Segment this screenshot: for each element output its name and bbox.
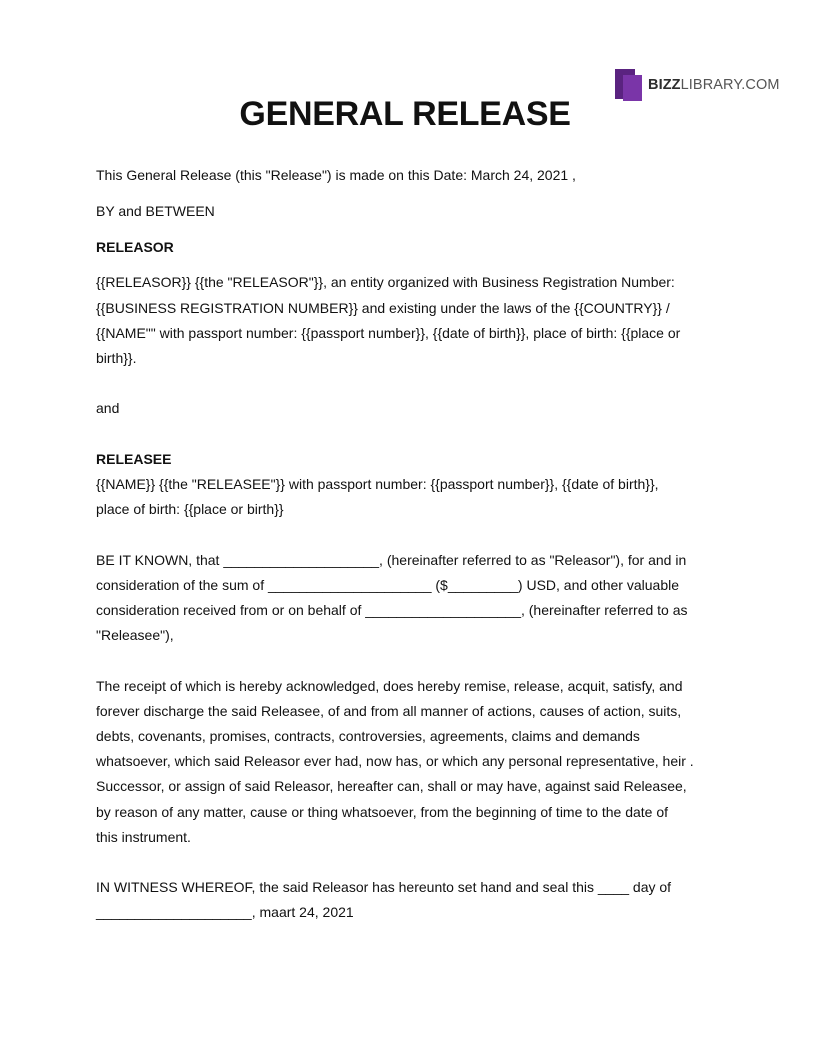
releasor-line: birth}}. [96, 350, 137, 366]
known-line: BE IT KNOWN, that ____________________, (hereinafter referred to as "Releasor"), for and in [96, 551, 687, 568]
logo-name-light: LIBRARY.COM [680, 77, 780, 93]
witness-paragraph [96, 875, 728, 925]
releasee-line: place of birth: {{place or birth}} [96, 501, 284, 518]
and-line: and [96, 400, 120, 417]
releasor-heading: RELEASOR [96, 238, 174, 255]
receipt-line: debts, covenants, promises, contracts, controversies, agreements, claims and demands [96, 727, 640, 744]
logo-name-bold: BIZZ [648, 77, 681, 93]
be-it-known-paragraph [96, 548, 728, 649]
releasor-line: {{NAME"" with passport number: {{passport number}}, {{date of birth}}, place of birth: {{place or [96, 324, 681, 341]
releasee-heading: RELEASEE [96, 450, 172, 467]
receipt-line: this instrument. [96, 828, 191, 845]
receipt-paragraph [96, 674, 728, 850]
receipt-line: forever discharge the said Releasee, of and from all manner of actions, causes of action, suits, [96, 702, 682, 719]
receipt-line: by reason of any matter, cause or thing whatsoever, from the beginning of time to the date of [96, 803, 669, 820]
receipt-line: whatsoever, which said Releasor ever had, now has, or which any personal representative, heir . [96, 753, 694, 770]
receipt-line: Successor, or assign of said Releasor, hereafter can, shall or may have, against said Releasee, [96, 778, 687, 795]
releasor-paragraph [96, 270, 728, 371]
known-line: consideration received from or on behalf of ____________________, (hereinafter referred to as [96, 601, 688, 618]
logo-text [648, 77, 780, 93]
witness-line: IN WITNESS WHEREOF, the said Releasor has hereunto set hand and seal this ____ day of [96, 879, 672, 896]
known-line: consideration of the sum of _____________________ ($_________) USD, and other valuable [96, 576, 679, 593]
document-title: GENERAL RELEASE [239, 95, 571, 133]
releasor-line: {{RELEASOR}} {{the "RELEASOR"}}, an entity organized with Business Registration Number: [96, 274, 675, 291]
receipt-line: The receipt of which is hereby acknowledged, does hereby remise, release, acquit, satisfy, and [96, 677, 683, 694]
known-line: "Releasee"), [96, 627, 174, 644]
releasor-line: {{BUSINESS REGISTRATION NUMBER}} and existing under the laws of the {{COUNTRY}} / [96, 299, 670, 316]
document-body [96, 163, 728, 926]
by-between-line: BY and BETWEEN [96, 202, 215, 219]
witness-line: ____________________, maart 24, 2021 [96, 904, 354, 921]
releasee-paragraph [96, 472, 728, 522]
releasee-line: {{NAME}} {{the "RELEASEE"}} with passport number: {{passport number}}, {{date of birth}}, [96, 475, 659, 492]
intro-line: This General Release (this "Release") is made on this Date: March 24, 2021 , [96, 167, 576, 183]
